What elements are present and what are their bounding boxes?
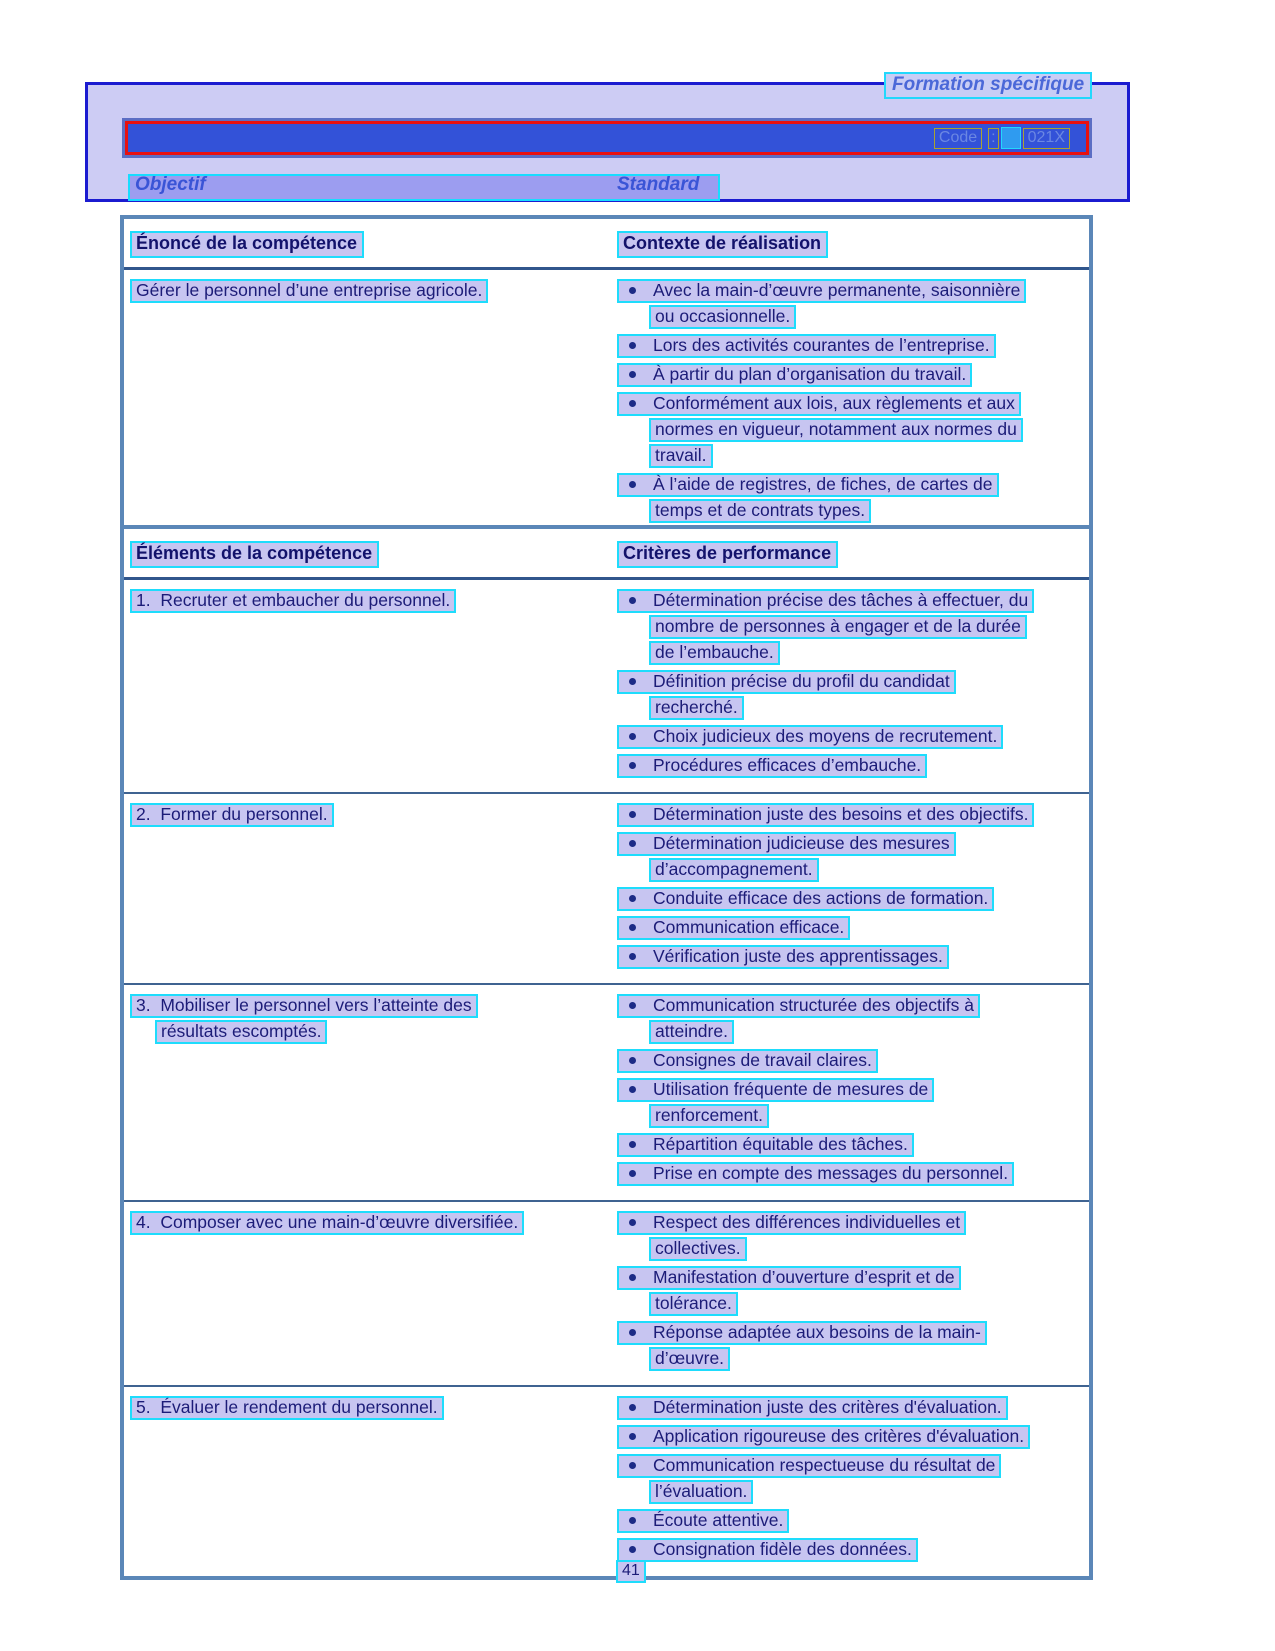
bullet-item bbox=[617, 1396, 1085, 1420]
objectif-heading: Objectif bbox=[135, 174, 206, 195]
table-row bbox=[124, 1200, 1089, 1385]
text-line: À l’aide de registres, de fiches, de cartes de bbox=[617, 473, 999, 497]
bullet-item bbox=[617, 887, 1085, 911]
bullet-item bbox=[617, 392, 1085, 468]
text-line: Détermination judicieuse des mesures bbox=[617, 832, 956, 856]
table-header-row bbox=[124, 219, 1089, 270]
bullet-item bbox=[617, 945, 1085, 969]
text-line: Détermination juste des critères d'évaluation. bbox=[617, 1396, 1008, 1420]
text-line: nombre de personnes à engager et de la durée bbox=[649, 615, 1027, 639]
column-header-criteres: Critères de performance bbox=[617, 541, 838, 568]
bullet-icon bbox=[629, 371, 636, 378]
text-line: Consignation fidèle des données. bbox=[617, 1538, 918, 1562]
code-separator: : bbox=[988, 128, 998, 149]
column-header-elements: Éléments de la compétence bbox=[130, 541, 379, 568]
text-line: Manifestation d’ouverture d’esprit et de bbox=[617, 1266, 961, 1290]
text-line: Vérification juste des apprentissages. bbox=[617, 945, 949, 969]
bullet-icon bbox=[629, 287, 636, 294]
text-line: normes en vigueur, notamment aux normes du bbox=[649, 418, 1023, 442]
text-line: Définition précise du profil du candidat bbox=[617, 670, 956, 694]
bullet-item bbox=[617, 670, 1085, 720]
bullet-item bbox=[617, 363, 1085, 387]
text-line: Conduite efficace des actions de formation. bbox=[617, 887, 994, 911]
text-line: l’évaluation. bbox=[649, 1480, 753, 1504]
bullet-icon bbox=[629, 762, 636, 769]
table-row bbox=[124, 792, 1089, 983]
bullet-icon bbox=[629, 1170, 636, 1177]
text-line: 1. Recruter et embaucher du personnel. bbox=[130, 589, 456, 613]
text-line: 4. Composer avec une main-d’œuvre diversifiée. bbox=[130, 1211, 524, 1235]
criteria-cell bbox=[617, 589, 1085, 783]
criteria-cell bbox=[617, 803, 1085, 974]
text-line: tolérance. bbox=[649, 1292, 738, 1316]
table-row bbox=[124, 270, 1089, 566]
bullet-icon bbox=[629, 895, 636, 902]
bullet-item bbox=[617, 1266, 1085, 1316]
text-line: renforcement. bbox=[649, 1104, 769, 1128]
text-line: Utilisation fréquente de mesures de bbox=[617, 1078, 934, 1102]
standard-heading: Standard bbox=[617, 174, 700, 195]
text-line: Détermination précise des tâches à effectuer, du bbox=[617, 589, 1034, 613]
text-line: Réponse adaptée aux besoins de la main- bbox=[617, 1321, 987, 1345]
bullet-icon bbox=[629, 481, 636, 488]
table-body bbox=[124, 270, 1089, 566]
objectif-standard-band bbox=[128, 174, 720, 201]
bullet-icon bbox=[629, 678, 636, 685]
element-cell bbox=[130, 279, 617, 557]
bullet-item bbox=[617, 334, 1085, 358]
text-line: Écoute attentive. bbox=[617, 1509, 789, 1533]
bullet-item bbox=[617, 832, 1085, 882]
text-line: collectives. bbox=[649, 1237, 747, 1261]
bullet-icon bbox=[629, 1141, 636, 1148]
text-line: recherché. bbox=[649, 696, 744, 720]
bullet-icon bbox=[629, 1086, 636, 1093]
bullet-icon bbox=[629, 924, 636, 931]
text-line: d’accompagnement. bbox=[649, 858, 819, 882]
element-cell bbox=[130, 589, 617, 783]
text-line: atteindre. bbox=[649, 1020, 734, 1044]
bullet-item bbox=[617, 1133, 1085, 1157]
text-line: Conformément aux lois, aux règlements et aux bbox=[617, 392, 1021, 416]
bullet-item bbox=[617, 279, 1085, 329]
bullet-icon bbox=[629, 597, 636, 604]
bullet-icon bbox=[629, 400, 636, 407]
bullet-icon bbox=[629, 733, 636, 740]
bullet-icon bbox=[629, 953, 636, 960]
bullet-item bbox=[617, 1211, 1085, 1261]
bullet-item bbox=[617, 1049, 1085, 1073]
course-title-bar bbox=[125, 121, 1089, 155]
bullet-item bbox=[617, 1321, 1085, 1371]
bullet-item bbox=[617, 1454, 1085, 1504]
text-line: 3. Mobiliser le personnel vers l’atteinte des bbox=[130, 994, 478, 1018]
text-line: résultats escomptés. bbox=[155, 1020, 327, 1044]
bullet-icon bbox=[629, 1002, 636, 1009]
table-row bbox=[124, 983, 1089, 1200]
text-line: Détermination juste des besoins et des objectifs. bbox=[617, 803, 1034, 827]
bullet-item bbox=[617, 994, 1085, 1044]
bullet-item bbox=[617, 916, 1085, 940]
criteria-cell bbox=[617, 994, 1085, 1191]
bullet-icon bbox=[629, 342, 636, 349]
bullet-item bbox=[617, 589, 1085, 665]
page-number: 41 bbox=[616, 1560, 646, 1583]
bullet-item bbox=[617, 1509, 1085, 1533]
text-line: Lors des activités courantes de l’entreprise. bbox=[617, 334, 996, 358]
table-row bbox=[124, 580, 1089, 792]
bullet-icon bbox=[629, 1329, 636, 1336]
text-line: À partir du plan d’organisation du travail. bbox=[617, 363, 972, 387]
code-value: 021X bbox=[1023, 128, 1070, 149]
text-line: Communication structurée des objectifs à bbox=[617, 994, 980, 1018]
element-cell bbox=[130, 1396, 617, 1567]
text-line: ou occasionnelle. bbox=[649, 305, 796, 329]
bullet-icon bbox=[629, 1219, 636, 1226]
bullet-icon bbox=[629, 1404, 636, 1411]
bullet-item bbox=[617, 803, 1085, 827]
text-line: 2. Former du personnel. bbox=[130, 803, 334, 827]
criteria-cell bbox=[617, 1396, 1085, 1567]
text-line: Communication respectueuse du résultat de bbox=[617, 1454, 1001, 1478]
text-line: travail. bbox=[649, 444, 713, 468]
text-line: Application rigoureuse des critères d'évaluation. bbox=[617, 1425, 1030, 1449]
bullet-icon bbox=[629, 1517, 636, 1524]
text-line: Prise en compte des messages du personnel. bbox=[617, 1162, 1014, 1186]
bullet-item bbox=[617, 1078, 1085, 1128]
highlight-box bbox=[1001, 127, 1021, 149]
criteria-cell bbox=[617, 1211, 1085, 1376]
column-header-contexte: Contexte de réalisation bbox=[617, 231, 828, 258]
column-header-enonce: Énoncé de la compétence bbox=[130, 231, 364, 258]
bullet-icon bbox=[629, 1462, 636, 1469]
text-line: Avec la main-d’œuvre permanente, saisonnière bbox=[617, 279, 1026, 303]
bullet-item bbox=[617, 725, 1085, 749]
bullet-item bbox=[617, 1538, 1085, 1562]
text-line: Procédures efficaces d’embauche. bbox=[617, 754, 927, 778]
element-cell bbox=[130, 1211, 617, 1376]
competency-statement-table bbox=[120, 215, 1093, 570]
table-body bbox=[124, 580, 1089, 1576]
text-line: Gérer le personnel d’une entreprise agricole. bbox=[130, 279, 488, 303]
text-line: d’œuvre. bbox=[649, 1347, 730, 1371]
bullet-icon bbox=[629, 840, 636, 847]
bullet-item bbox=[617, 473, 1085, 523]
bullet-icon bbox=[629, 1274, 636, 1281]
bullet-icon bbox=[629, 1057, 636, 1064]
code-label: Code bbox=[934, 128, 982, 149]
table-header-row bbox=[124, 529, 1089, 580]
text-line: de l’embauche. bbox=[649, 641, 780, 665]
bullet-icon bbox=[629, 1546, 636, 1553]
bullet-item bbox=[617, 754, 1085, 778]
table-row bbox=[124, 1385, 1089, 1576]
text-line: Respect des différences individuelles et bbox=[617, 1211, 966, 1235]
section-label: Formation spécifique bbox=[884, 72, 1092, 99]
element-cell bbox=[130, 994, 617, 1191]
text-line: Communication efficace. bbox=[617, 916, 850, 940]
text-line: 5. Évaluer le rendement du personnel. bbox=[130, 1396, 444, 1420]
text-line: temps et de contrats types. bbox=[649, 499, 871, 523]
competency-elements-table bbox=[120, 525, 1093, 1580]
bullet-icon bbox=[629, 811, 636, 818]
bullet-icon bbox=[629, 1433, 636, 1440]
bullet-item bbox=[617, 1425, 1085, 1449]
criteria-cell bbox=[617, 279, 1085, 557]
text-line: Répartition équitable des tâches. bbox=[617, 1133, 914, 1157]
element-cell bbox=[130, 803, 617, 974]
bullet-item bbox=[617, 1162, 1085, 1186]
text-line: Choix judicieux des moyens de recrutement. bbox=[617, 725, 1003, 749]
text-line: Consignes de travail claires. bbox=[617, 1049, 878, 1073]
